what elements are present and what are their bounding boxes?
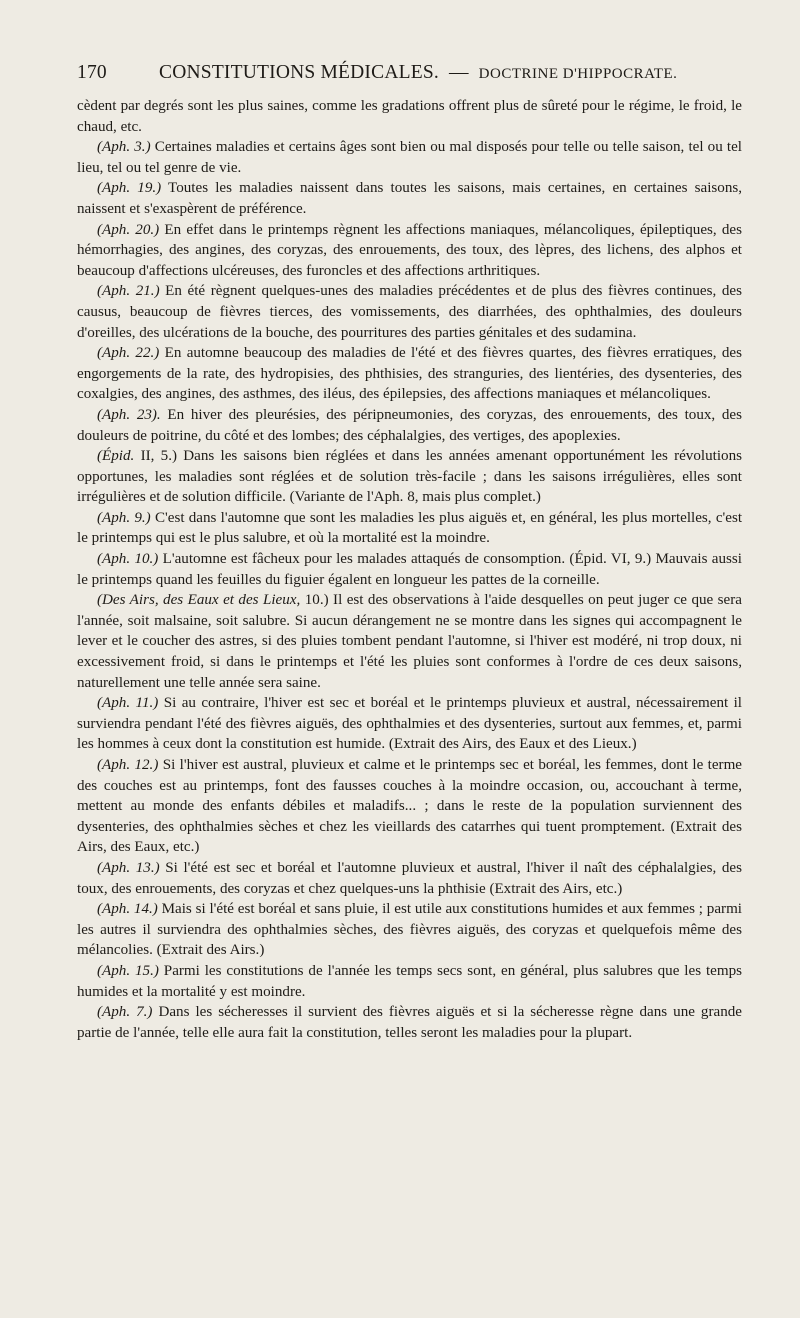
paragraph-text: Parmi les constitutions de l'année les temps secs sont, en général, plus salubres que les temps humides et la mortalité y est moindre. (77, 962, 743, 1000)
paragraph-ref: (Aph. 21.) (97, 283, 160, 300)
body-text (77, 96, 742, 1043)
paragraph (77, 405, 742, 446)
paragraph-text: En automne beaucoup des maladies de l'été et des fièvres quartes, des fièvres erratiques, des engorgements de la rate, des hydropisies, des phthisies, des stranguries, des lientéries, des dysenteries, des coxalgies, des angines, des asthmes, des iléus, des épilepsies, des affections maniaques et mélancoliques. (77, 345, 742, 403)
paragraph (77, 137, 742, 178)
paragraph-ref: (Aph. 22.) (97, 345, 160, 362)
paragraph-ref: (Aph. 15.) (97, 962, 159, 979)
paragraph (77, 343, 742, 405)
paragraph (77, 549, 742, 590)
paragraph-ref: (Aph. 10.) (97, 551, 159, 568)
page (77, 62, 742, 1043)
paragraph-ref: (Aph. 7.) (97, 1004, 153, 1021)
paragraph-ref: (Aph. 23). (97, 406, 161, 423)
paragraph (77, 220, 742, 282)
paragraph-text: L'automne est fâcheux pour les malades attaqués de consomption. (Épid. VI, 9.) Mauvais aussi le printemps quand les feuilles du figuier égalent en longueur les pattes de la corneille. (77, 551, 742, 588)
paragraph (77, 590, 742, 693)
paragraph-ref: (Aph. 13.) (97, 859, 160, 876)
paragraph-text: Si au contraire, l'hiver est sec et boréal et le printemps pluvieux et austral, nécessairement il surviendra pendant l'été des fièvres aiguës, des ophthalmies et des dysenteries, surtout aux femmes, et, parmi les hommes à ceux dont la constitution est humide. (Extrait des Airs, des Eaux et des Lieux.) (77, 695, 742, 753)
paragraph-text: En été règnent quelques-unes des maladies précédentes et de plus des fièvres continues, des causus, beaucoup de fièvres tierces, des vomissements, des diarrhées, des ophthalmies, des douleurs d'oreilles, des ulcérations de la bouche, des pourritures des parties génitales et des sudamina. (77, 283, 742, 341)
paragraph-text: En effet dans le printemps règnent les affections maniaques, mélancoliques, épileptiques, des hémorrhagies, des angines, des coryzas, des enrouements, des toux, des lèpres, des lichens, des alphos et beaucoup d'affections ulcéreuses, des furoncles et des affections arthritiques. (77, 221, 743, 279)
paragraph (77, 178, 742, 219)
paragraph-text: Si l'hiver est austral, pluvieux et calme et le printemps sec et boréal, les femmes, dont le terme des couches est au printemps, font des fausses couches à la moindre occasion, ou, accouchant à terme, mettent au monde des enfants débiles et maladifs... ; dans le reste de la population surviennent des dysenteries, des ophthalmies sèches et chez les vieillards des catarrhes qui tuent promptement. (Extrait des Airs, des Eaux, etc.) (77, 757, 743, 856)
running-title: CONSTITUTIONS MÉDICALES. (159, 62, 439, 83)
paragraph-ref: (Aph. 12.) (97, 757, 159, 773)
paragraph (77, 961, 742, 1002)
page-number: 170 (77, 62, 107, 83)
paragraph (77, 755, 742, 858)
header-dash: — (448, 62, 469, 83)
paragraph-text: En hiver des pleurésies, des péripneumonies, des coryzas, des enrouements, des toux, des douleurs de poitrine, du côté et des lombes; des céphalalgies, des vertiges, des apoplexies. (77, 406, 743, 444)
paragraph-ref: (Aph. 3.) (97, 139, 151, 156)
paragraph (77, 96, 742, 137)
running-header (77, 62, 742, 96)
paragraph-ref: (Aph. 11.) (97, 695, 159, 712)
paragraph-text: II, 5.) Dans les saisons bien réglées et dans les années amenant opportunément les révolutions opportunes, les maladies sont réglées et de solution très-facile ; dans les saisons irrégulières, elles sont irrégulières et de solution difficile. (Variante de l'Aph. 8, mais plus complet.) (77, 448, 742, 506)
paragraph-text: C'est dans l'automne que sont les maladies les plus aiguës et, en général, les plus mortelles, c'est le printemps qui est le plus salubre, et où la mortalité est la moindre. (77, 509, 743, 547)
paragraph (77, 508, 742, 549)
paragraph-ref: (Des Airs, des Eaux et des Lieux, (97, 592, 301, 609)
paragraph-ref: (Aph. 14.) (97, 901, 158, 918)
paragraph (77, 693, 742, 755)
paragraph-text: Mais si l'été est boréal et sans pluie, il est utile aux constitutions humides et aux femmes ; parmi les autres il surviendra des ophthalmies sèches, des fièvres aiguës, des coryzas et quelquefois même des mélancolies. (Extrait des Airs.) (77, 901, 742, 959)
running-subtitle: DOCTRINE D'HIPPOCRATE. (478, 66, 678, 82)
paragraph-ref: (Aph. 19.) (97, 180, 162, 197)
paragraph (77, 899, 742, 961)
paragraph-ref: (Aph. 9.) (97, 509, 151, 526)
paragraph (77, 858, 742, 899)
paragraph-text: 10.) Il est des observations à l'aide desquelles on peut juger ce que sera l'année, soit malsaine, soit salubre. Si aucun dérangement ne se montre dans les signes qui accompagnent le lever et le coucher des astres, si des pluies tombent pendant l'automne, si l'hiver est modéré, ni trop doux, ni excessivement froid, si dans le printemps et l'été les pluies sont conformes à l'ordre de ces deux saisons, naturellement une telle année sera saine. (77, 592, 742, 691)
paragraph-text: Dans les sécheresses il survient des fièvres aiguës et si la sécheresse règne dans une grande partie de l'année, telle elle aura fait la constitution, telles seront les maladies pour la plupart. (77, 1004, 742, 1041)
paragraph (77, 1002, 742, 1043)
paragraph (77, 281, 742, 343)
paragraph-text: Si l'été est sec et boréal et l'automne pluvieux et austral, l'hiver il naît des céphalalgies, des toux, des enrouements, des coryzas et chez quelques-uns la phthisie (Extrait des Airs, etc.) (77, 859, 743, 897)
paragraph (77, 446, 742, 508)
paragraph-text: Certaines maladies et certains âges sont bien ou mal disposés pour telle ou telle saison, tel ou tel lieu, tel ou tel genre de vie. (77, 139, 742, 176)
paragraph-ref: (Épid. (97, 448, 135, 465)
paragraph-text: Toutes les maladies naissent dans toutes les saisons, mais certaines, en certaines saisons, naissent et s'exaspèrent de préférence. (77, 180, 743, 217)
paragraph-ref: (Aph. 20.) (97, 221, 160, 238)
paragraph-text: cèdent par degrés sont les plus saines, comme les gradations offrent plus de sûreté pour le régime, le froid, le chaud, etc. (77, 98, 742, 135)
